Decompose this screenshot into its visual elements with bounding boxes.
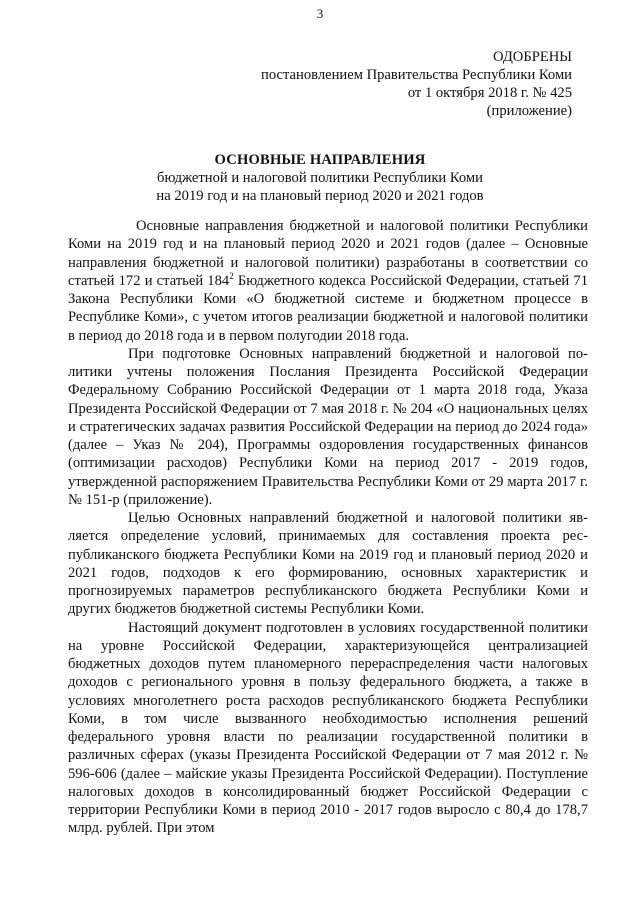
document-title: ОСНОВНЫЕ НАПРАВЛЕНИЯ	[214, 152, 426, 168]
approval-status: ОДОБРЕНЫ	[493, 49, 572, 65]
document-subtitle-line-2: на 2019 год и на плановый период 2020 и 2021 годов	[156, 188, 484, 204]
article-superscript: 2	[229, 270, 234, 281]
paragraph-3: Целью Основных направлений бюджетной и налоговой политики является определение условий, принимаемых для составления проекта республиканского бюджета Республики Коми на 2019 год и плановый период 2020 и 2021 годов, подходов к его формированию, основных характеристик и прогнозируемых параметров республиканского бюджета Республики Коми и других бюджетов бюджетной системы Республики Коми.	[68, 510, 588, 618]
document-title-block	[0, 151, 640, 205]
page-number: 3	[316, 6, 324, 21]
approval-date: от 1 октября 2018 г. № 425	[407, 85, 572, 101]
paragraph-4: Настоящий документ подготовлен в условиях государственной политики на уровне Российской Федерации, характеризующейся централизацией бюджетных доходов путем планомерного перераспределения части налоговых доходов с регионального уровня в пользу федерального бюджета, а также в условиях многолетнего роста расходов республиканского бюджета Республики Коми, в том числе вызванного необходимостью исполнения решений федерального уровня власти по реализации государственной политики в различных сферах (указы Президента Российской Федерации от 7 мая 2012 г. № 596-606 (далее – майские указы Президента Российской Федерации). Поступление налоговых доходов в консолидированный бюджет Российской Федерации с территории Республики Коми в период 2010 - 2017 годов выросло с 80,4 до 178,7 млрд. рублей. При этом	[68, 619, 588, 837]
approval-authority: постановлением Правительства Республики Коми	[261, 67, 572, 83]
document-body	[68, 217, 588, 838]
paragraph-2: При подготовке Основных направлений бюджетной и налоговой политики учтены положения Послания Президента Российской Федерации Федеральному Собранию Российской Федерации от 1 марта 2018 года, Указа Президента Российской Федерации от 7 мая 2018 г. № 204 «О национальных целях и стратегических задачах развития Российской Федерации на период до 2024 года» (далее – Указ № 204), Программы оздоровления государственных финансов (оптимизации расходов) Республики Коми на период 2017 - 2019 годов, утвержденной распоряжением Правительства Республики Коми от 29 марта 2017 г. № 151-р (приложение).	[68, 345, 588, 508]
paragraph-1-text-b: Бюджетного кодекса Российской Федерации, статьей 71 Закона Республики Коми «О бюджетной системе и бюджетном процессе в Республике Коми», с учетом итогов реализации бюджетной и налоговой политики в период до 2018 года и в первом полугодии 2018 года.	[68, 272, 589, 344]
document-subtitle-line-1: бюджетной и налоговой политики Республики Коми	[157, 170, 483, 186]
paragraph-1	[68, 217, 588, 345]
paragraph-1-text-a: Основные направления бюджетной и налоговой политики Республики Коми на 2019 год и на плановый период 2020 и 2021 годов (далее – Основные направления бюджетной и налоговой политики) разработаны в соответствии со статьей 172 и статьей 184	[68, 218, 588, 289]
approval-stamp	[261, 48, 572, 120]
approval-note: (приложение)	[486, 103, 572, 119]
